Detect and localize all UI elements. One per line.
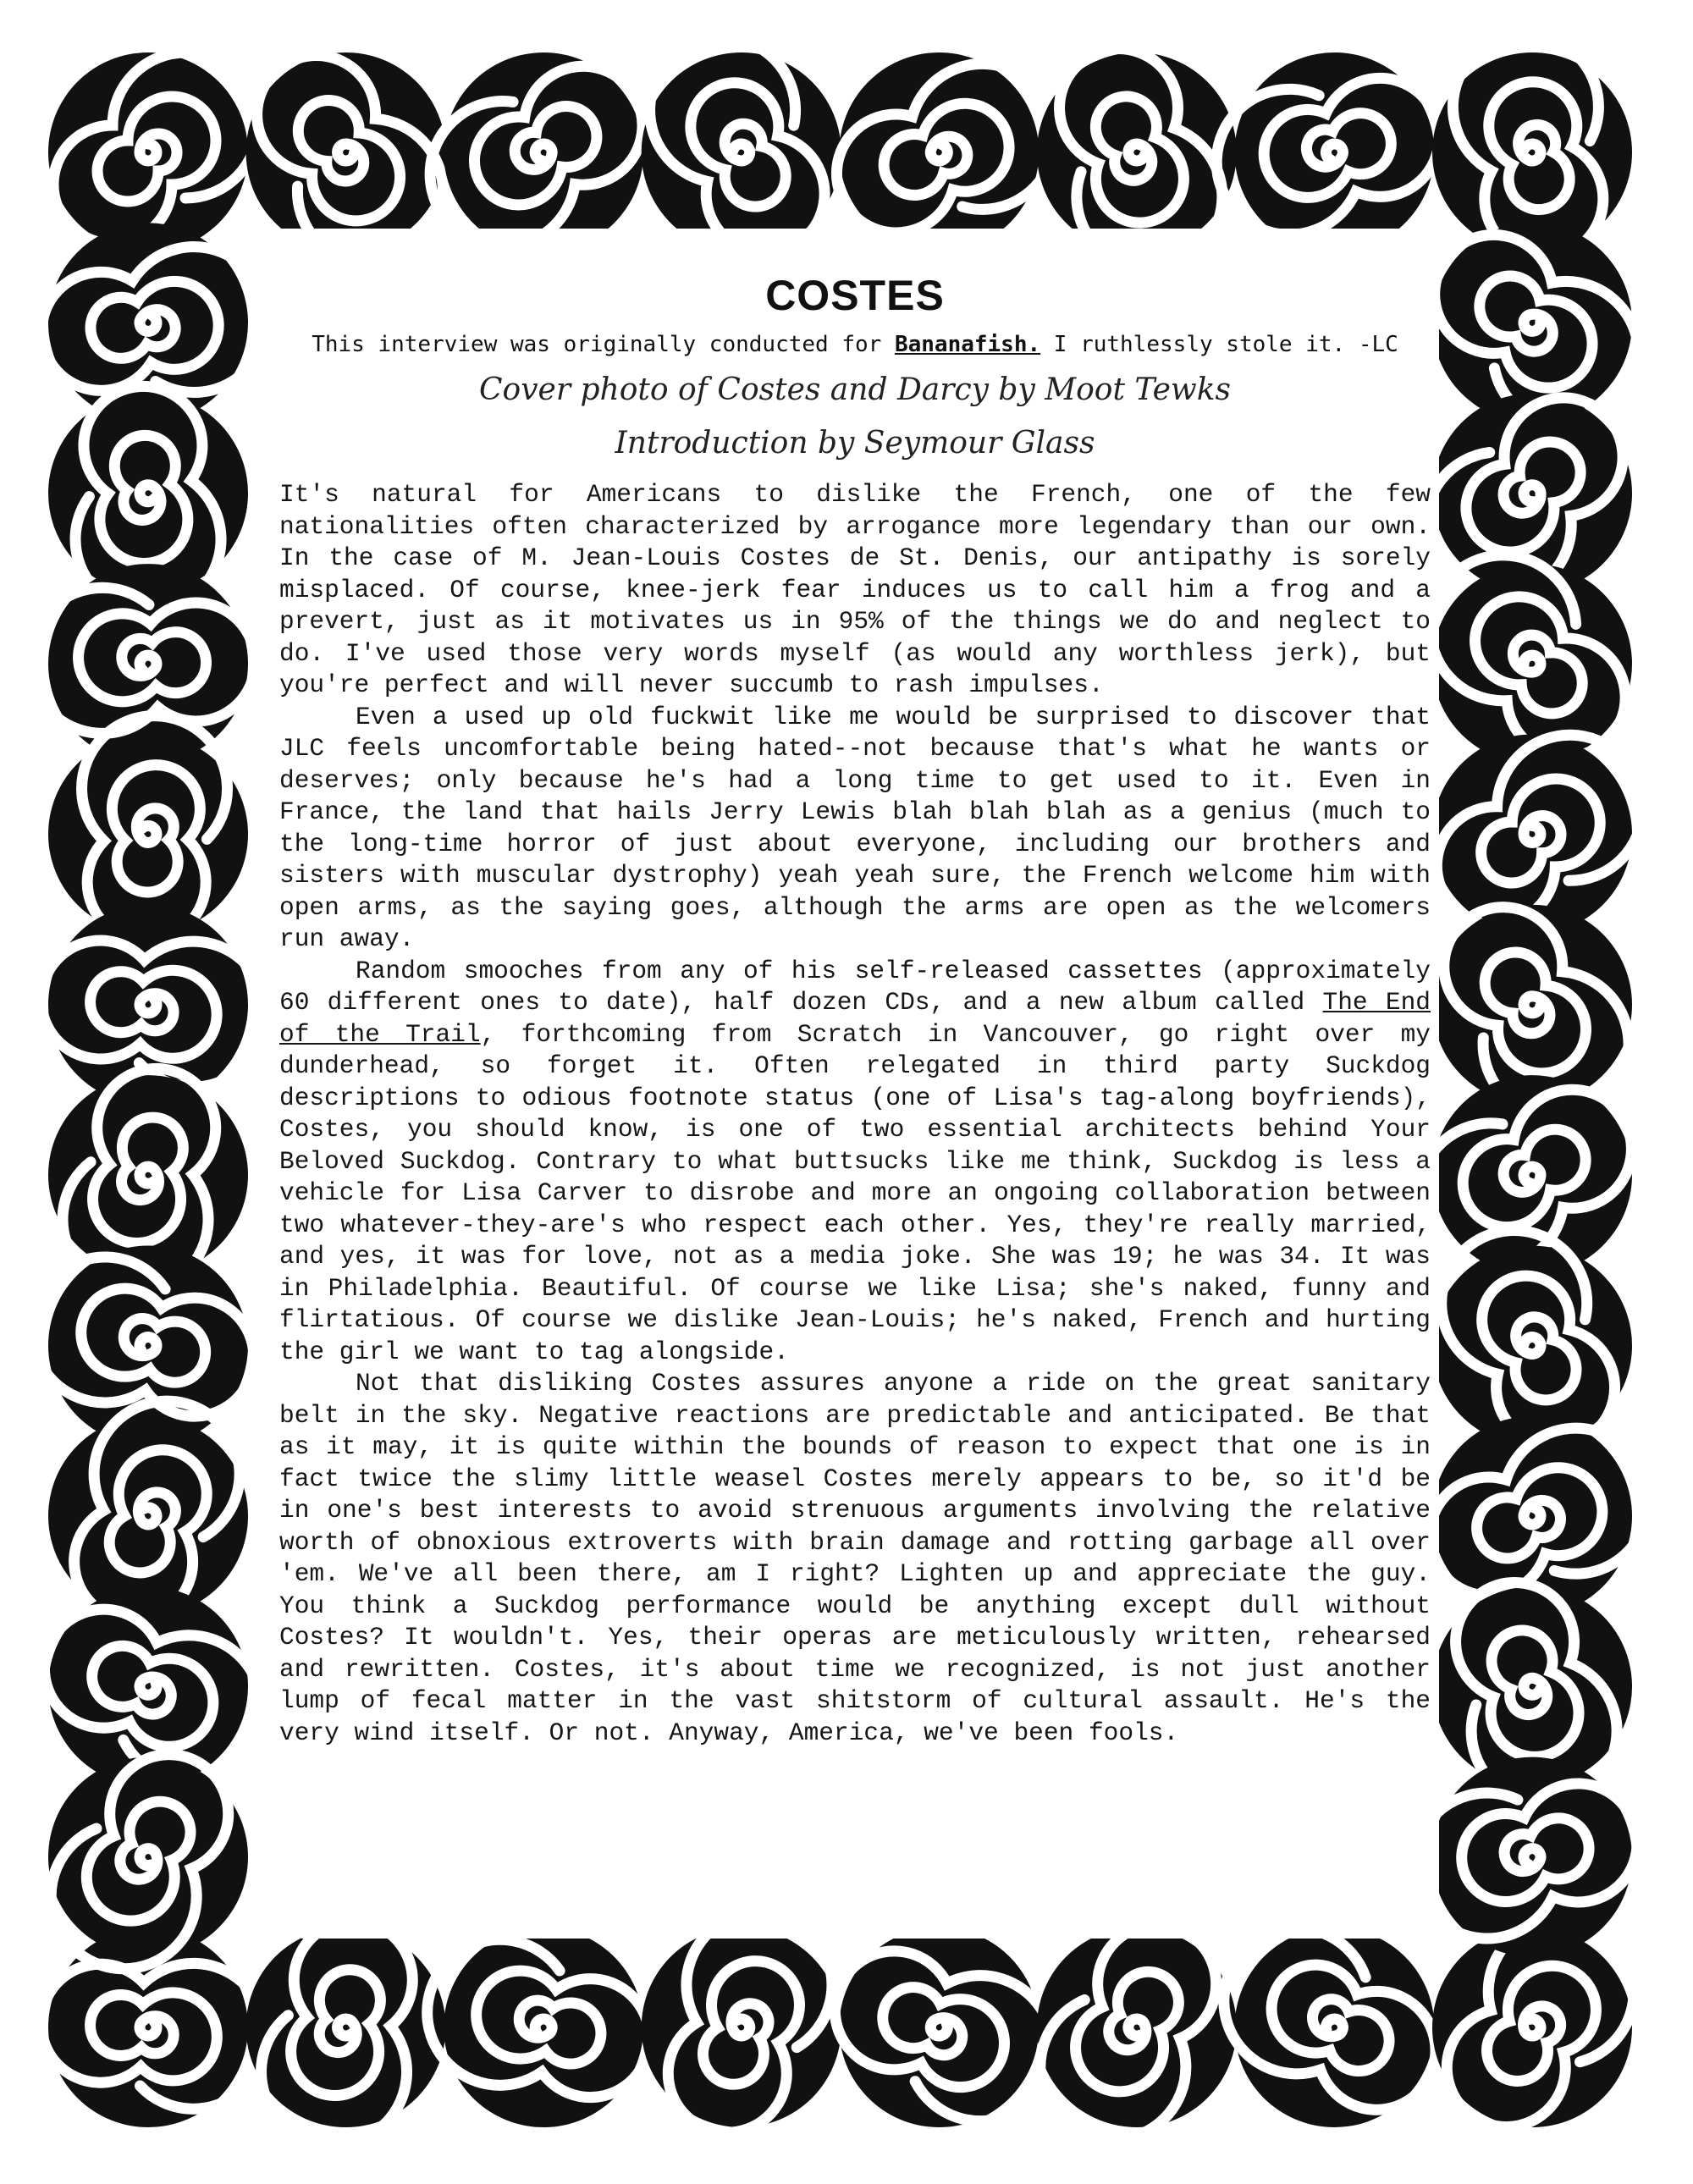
cover-photo-credit: Cover photo of Costes and Darcy by Moot Tewks <box>478 372 1231 407</box>
spiral-rose-icon <box>48 52 258 252</box>
article-body <box>279 479 1431 1749</box>
paragraph-4: Not that disliking Costes assures anyone a ride on the great sanitary belt in the sky. Negative reactions are predictable and anticipated. Be that as it may, it is quite within the bounds of reason to expect that one is in fact twice the slimy little weasel Costes merely appears to be, so it'd be in one's best interests to avoid strenuous arguments involving the relative worth of obnoxious extroverts with brain damage and rotting garbage all over 'em. We've all been there, am I right? Lighten up and appreciate the guy. You think a Suckdog performance would be anything except dull without Costes? It wouldn't. Yes, their operas are meticulously written, rehearsed and rewritten. Costes, it's about time we recognized, is not just another lump of fecal matter in the vast shitstorm of cultural assault. He's the very wind itself. Or not. Anyway, America, we've been fools. <box>279 1369 1431 1747</box>
source-credit <box>279 332 1431 357</box>
introduction-credit: Introduction by Seymour Glass <box>615 426 1095 461</box>
paragraph-1: It's natural for Americans to dislike the French, one of the few nationalities often characterized by arrogance more legendary than our own. In the case of M. Jean-Louis Costes de St. Denis, our antipathy is sorely misplaced. Of course, knee-jerk fear induces us to call him a frog and a prevert, just as it motivates us in 95% of the things we do and neglect to do. I've used those very words myself (as would any worthless jerk), but you're perfect and will never succumb to rash impulses. <box>279 480 1431 699</box>
source-credit-after: I ruthlessly stole it. -LC <box>1040 332 1398 357</box>
source-publication: Bananafish. <box>894 332 1041 357</box>
source-credit-before: This interview was originally conducted for <box>312 332 895 357</box>
paragraph-2: Even a used up old fuckwit like me would be surprised to discover that JLC feels uncomfortable being hated--not because that's what he wants or deserves; only because he's had a long time to get used to it. Even in France, the land that hails Jerry Lewis blah blah blah as a genius (much to the long-time horror of just about everyone, including our brothers and sisters with muscular dystrophy) yeah yeah sure, the French welcome him with open arms, as the saying goes, although the arms are open as the welcomers run away. <box>279 702 1431 953</box>
paragraph-3-start: Random smooches from any of his self-released cassettes (approximately 60 different ones to date), half dozen CDs, and a new album called <box>279 956 1431 1017</box>
article-panel <box>271 229 1439 1939</box>
article-title: COSTES <box>765 272 945 319</box>
album-title: The End of the Trail <box>279 988 1431 1049</box>
paragraph-3-end: , forthcoming from Scratch in Vancouver, go right over my dunderhead, so forget it. Often relegated in third party Suckdog descriptions to odious footnote status (one of Lisa's tag-along boyfriends), Costes, you should know, is one of two essential architects behind Your Beloved Suckdog. Contrary to what buttsucks like me think, Suckdog is less a vehicle for Lisa Carver to disrobe and more an ongoing collaboration between two whatever-they-are's who respect each other. Yes, they're really married, and yes, it was for love, not as a media joke. She was 19; he was 34. It was in Philadelphia. Beautiful. Of course we like Lisa; she's naked, funny and flirtatious. Of course we dislike Jean-Louis; he's naked, French and hurting the girl we want to tag alongside. <box>279 1019 1431 1366</box>
paragraph-3 <box>279 956 1431 1369</box>
